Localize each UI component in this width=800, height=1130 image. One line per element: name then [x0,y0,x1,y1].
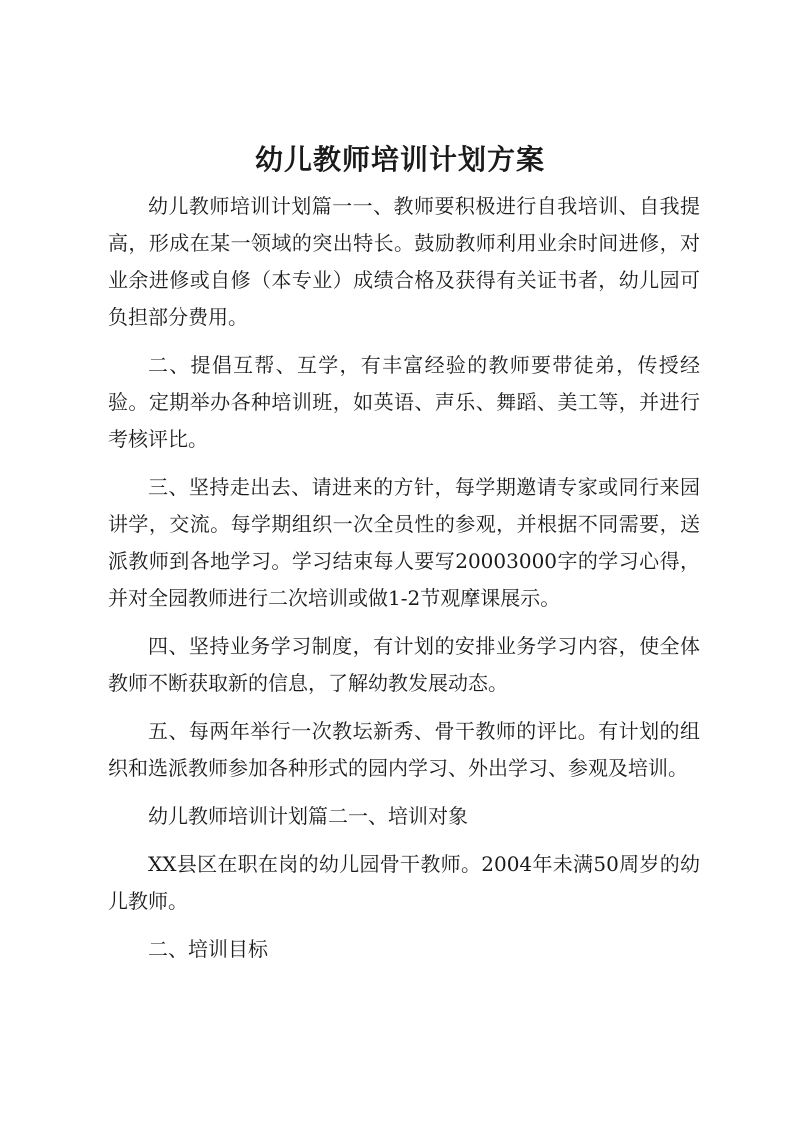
document-body [108,188,700,968]
paragraph-4: 四、坚持业务学习制度，有计划的安排业务学习内容，使全体教师不断获取新的信息，了解幼教发展动态。 [108,634,700,695]
paragraph-3: 三、坚持走出去、请进来的方针，每学期邀请专家或同行来园讲学，交流。每学期组织一次全员性的参观，并根据不同需要，送派教师到各地学习。学习结束每人要写20003000字的学习心得，并对全园教师进行二次培训或做1-2节观摩课展示。 [108,475,700,610]
paragraph-5: 五、每两年举行一次教坛新秀、骨干教师的评比。有计划的组织和选派教师参加各种形式的园内学习、外出学习、参观及培训。 [108,719,700,780]
paragraph-8: 二、培训目标 [148,937,268,961]
paragraph-7: XX县区在职在岗的幼儿园骨干教师。2004年未满50周岁的幼儿教师。 [108,852,700,913]
document-title: 幼儿教师培训计划方案 [254,143,545,176]
paragraph-1: 幼儿教师培训计划篇一一、教师要积极进行自我培训、自我提高，形成在某一领域的突出特长。鼓励教师利用业余时间进修，对业余进修或自修（本专业）成绩合格及获得有关证书者，幼儿园可负担部分费用。 [108,194,700,329]
paragraph-2: 二、提倡互帮、互学，有丰富经验的教师要带徒弟，传授经验。定期举办各种培训班，如英语、声乐、舞蹈、美工等，并进行考核评比。 [108,353,700,451]
paragraph-6: 幼儿教师培训计划篇二一、培训对象 [148,804,468,828]
